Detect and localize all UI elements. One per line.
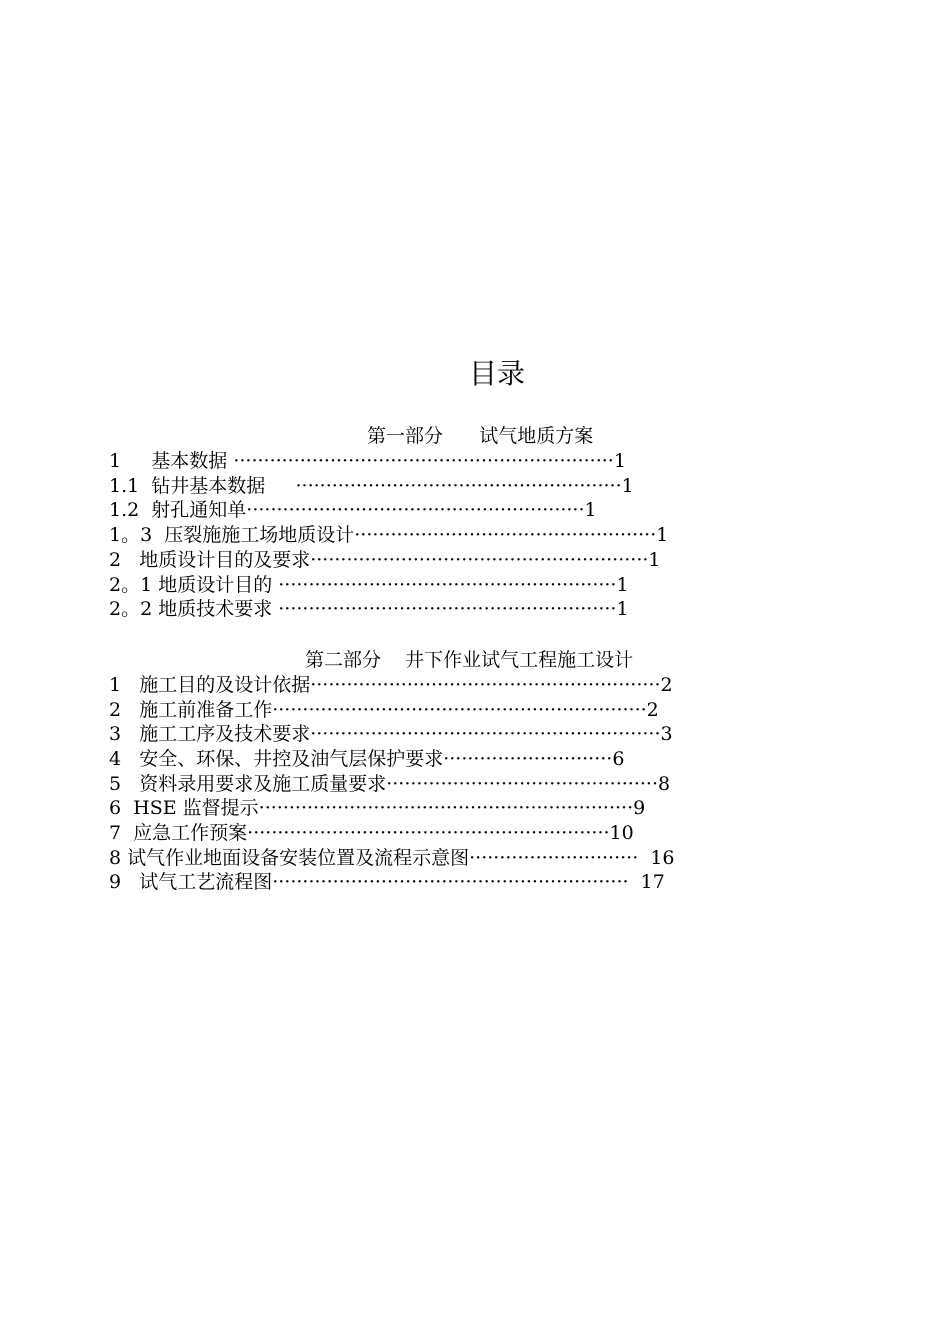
toc-entry: 4 安全、环保、井控及油气层保护要求····························6 [109,748,625,770]
toc-entry: 1.1 钻井基本数据 ······················································1 [109,475,634,497]
toc-entry: 2 地质设计目的及要求························································1 [109,549,661,571]
toc-entry: 2。1 地质设计目的 ························································1 [109,574,629,596]
toc-entry: 9 试气工艺流程图··························································· 17 [109,871,665,893]
toc-entry: 7 应急工作预案····························································10 [109,822,634,844]
toc-entry: 5 资料录用要求及施工质量要求·············································8 [109,773,671,795]
toc-entry: 3 施工工序及技术要求··························································3 [109,723,673,745]
toc-entry: 2。2 地质技术要求 ························································1 [109,598,629,620]
toc-entry: 1 施工目的及设计依据··························································2 [109,674,673,696]
toc-entry: 8 试气作业地面设备安装位置及流程示意图···························· 16 [109,847,675,869]
toc-entry: 2 施工前准备工作······························································2 [109,699,659,721]
toc-entry: 1.2 射孔通知单························································1 [109,499,597,521]
part2-heading: 第二部分 井下作业试气工程施工设计 [305,649,634,671]
toc-title: 目录 [468,357,525,390]
toc-entry: 6 HSE 监督提示······························································9 [109,797,646,819]
part1-heading: 第一部分 试气地质方案 [367,425,594,447]
toc-entry: 1 基本数据 ·······························································1 [109,450,626,472]
toc-entry: 1。3 压裂施施工场地质设计··················································1 [109,524,669,546]
